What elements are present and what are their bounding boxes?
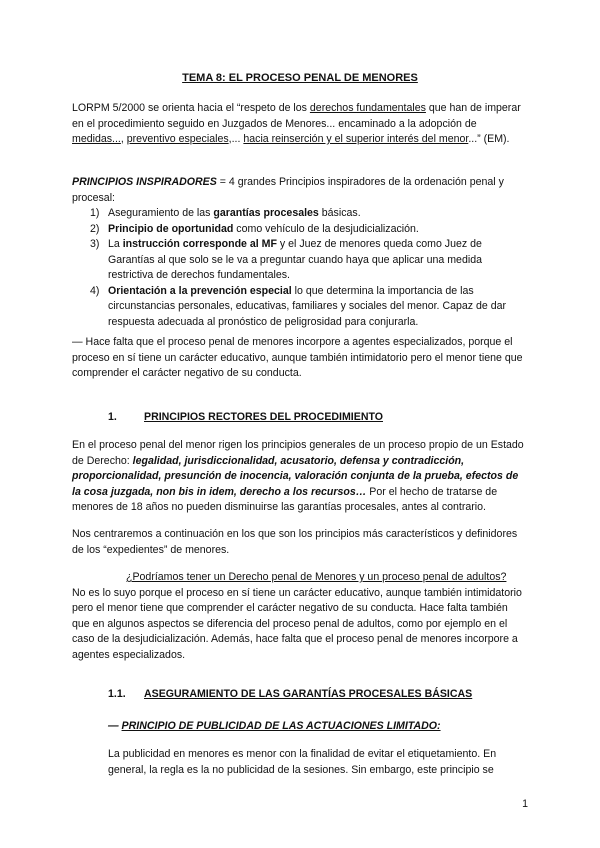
principios-text: = 4 grandes Principios inspiradores de la ordenación penal y procesal: — [72, 176, 504, 204]
list-item-number: 4) — [90, 284, 100, 297]
intro-text-1: LORPM 5/2000 se orienta hacia el “respeto de los — [72, 102, 310, 114]
list-item-text: básicas. — [318, 207, 361, 219]
intro-underline-1: derechos fundamentales — [309, 102, 426, 114]
list-item-bold: garantías procesales — [213, 207, 319, 219]
section-number: 1. — [108, 411, 117, 423]
section-title: PRINCIPIOS RECTORES DEL PROCEDIMIENTO — [144, 411, 383, 423]
list-item-bold: Principio de oportunidad — [108, 222, 234, 235]
list-item — [72, 284, 528, 331]
list-item-text: La — [108, 238, 123, 250]
subsection-title: PRINCIPIO DE PUBLICIDAD DE LAS ACTUACIONES LIMITADO: — [121, 720, 441, 732]
list-item-number: 1) — [90, 207, 100, 219]
page-number: 1 — [522, 798, 528, 810]
list-item — [72, 222, 528, 238]
list-item-text: como vehículo de la desjudicialización. — [233, 222, 419, 235]
intro-underline-3: preventivo especiales — [126, 133, 229, 145]
rectores-text-2: Por el hecho de tratarse de menores de 18 años no pueden disminuirse las garantías procesales, antes al contrario. — [72, 485, 498, 513]
principios-label: PRINCIPIOS INSPIRADORES — [72, 176, 217, 188]
list-item-number: 3) — [90, 238, 100, 250]
rectores-paragraph — [72, 438, 528, 516]
list-item-bold: instrucción corresponde al MF — [122, 238, 277, 250]
note-paragraph: — Hace falta que el proceso penal de menores incorpore a agentes especializados, porque el proceso en sí tiene un carácter educativo, aunque también intimidatorio pero el menor tiene que comprender el carácter negativo de su conducta. — [72, 336, 523, 379]
list-item-number: 2) — [90, 222, 100, 235]
section-number: 1.1. — [108, 688, 126, 700]
answer-text: No es lo suyo porque el proceso en sí tiene un carácter educativo, aunque también intimidatorio pero el menor tiene que comprender el carácter negativo de su conducta. Hace falta también que en algunos aspectos se diferencia del proceso penal de adultos, como por ejemplo en el caso de la desjudicialización. Además, hace falta que el proceso penal de menores incorpore a agentes especializados. — [72, 586, 522, 661]
publicidad-paragraph: La publicidad en menores es menor con la finalidad de evitar el etiquetamiento. En general, la regla es la no publicidad de la sesiones. Sin embargo, este principio se — [108, 748, 497, 776]
intro-underline-2: medidas... — [72, 133, 121, 145]
subsection-heading — [108, 720, 441, 732]
list-item — [72, 206, 528, 222]
intro-text-3: , — [120, 133, 127, 145]
question-text: ¿Podríamos tener un Derecho penal de Menores y un proceso penal de adultos? — [126, 571, 507, 583]
document-title: TEMA 8: EL PROCESO PENAL DE MENORES — [182, 72, 418, 84]
question-block — [72, 570, 528, 663]
list-item-text: lo que determina la importancia de las circunstancias personales, educativas, familiares y sociales del menor. Capaz de dar respuesta adecuada al pronóstico de peligrosidad para conjurarla. — [108, 284, 507, 328]
list-item-text: Aseguramiento de las — [108, 207, 214, 219]
nos-paragraph: Nos centraremos a continuación en los que son los principios más característicos y definidores de los “expedientes” de menores. — [72, 528, 518, 556]
intro-paragraph — [72, 101, 528, 148]
rectores-principles: legalidad, jurisdiccionalidad, acusatorio, defensa y contradicción, proporcionalidad, presunción de inocencia, valoración conjunta de la prueba, efectos de la cosa juzgada, non bis in idem, derecho a los recursos… — [72, 454, 519, 498]
principios-list — [72, 206, 528, 330]
list-item — [72, 237, 528, 284]
intro-text-4: ,... — [228, 133, 244, 145]
section-title: ASEGURAMIENTO DE LAS GARANTÍAS PROCESALES BÁSICAS — [144, 688, 473, 700]
intro-text-2: que han de imperar en el procedimiento seguido en Juzgados de Menores... encaminado a la adopción de — [72, 102, 521, 130]
principios-paragraph — [72, 175, 528, 206]
subsection-dash: — — [108, 720, 122, 732]
list-item-bold: Orientación a la prevención especial — [108, 284, 292, 297]
list-item-text: y el Juez de menores queda como Juez de Garantías al que solo se le va a preguntar cuando haya que aplicar una medida restrictiva de derechos fundamentales. — [108, 238, 482, 281]
rectores-text-1: En el proceso penal del menor rigen los principios generales de un proceso propio de un Estado de Derecho: — [72, 439, 524, 467]
intro-underline-4: hacia reinserción y el superior interés del menor — [243, 133, 469, 145]
intro-text-5: ...” (EM). — [468, 133, 510, 145]
